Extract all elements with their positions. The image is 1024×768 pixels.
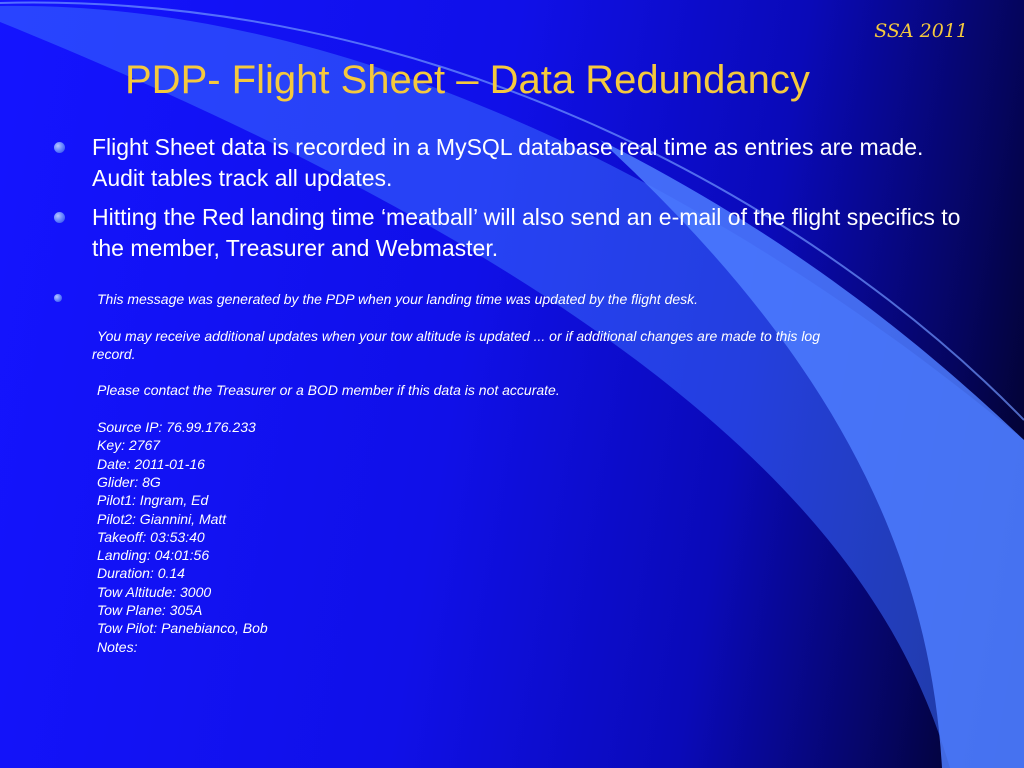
conference-tag: SSA 2011 (874, 20, 968, 42)
email-message (52, 290, 1002, 656)
email-field: Key: 2767 (97, 437, 161, 454)
email-intro: This message was generated by the PDP when your landing time was updated by the flight desk. (97, 291, 699, 307)
slide-title: PDP- Flight Sheet – Data Redundancy (125, 58, 810, 102)
bullet-item (52, 132, 972, 194)
bullet-list (52, 132, 972, 272)
email-updates-line: You may receive additional updates when your tow altitude is updated ... or if additional changes are made to this log (97, 327, 821, 344)
email-field: Date: 2011-01-16 (97, 455, 205, 472)
email-field: Glider: 8G (97, 473, 161, 490)
bullet-dot-icon (54, 212, 65, 223)
email-field: Tow Plane: 305A (97, 602, 203, 619)
bullet-text: Hitting the Red landing time ‘meatball’ will also send an e-mail of the flight specifics to the member, Treasurer and Webmaster. (92, 204, 961, 261)
email-field: Pilot1: Ingram, Ed (97, 492, 209, 509)
email-field: Tow Altitude: 3000 (97, 583, 212, 600)
email-field: Duration: 0.14 (97, 565, 185, 582)
email-field: Pilot2: Giannini, Matt (97, 510, 227, 527)
email-updates-line-continued: record. (92, 345, 136, 362)
email-field: Landing: 04:01:56 (97, 547, 210, 564)
bullet-text: Flight Sheet data is recorded in a MySQL database real time as entries are made. Audit tables track all updates. (92, 134, 924, 191)
bullet-item (52, 202, 972, 264)
email-field: Tow Pilot: Panebianco, Bob (97, 620, 268, 637)
email-field: Takeoff: 03:53:40 (97, 528, 205, 545)
email-body (52, 290, 1002, 656)
bullet-dot-icon (54, 142, 65, 153)
email-field: Notes: (97, 638, 138, 655)
email-contact: Please contact the Treasurer or a BOD member if this data is not accurate. (97, 382, 560, 399)
bullet-dot-icon (54, 294, 62, 302)
email-field: Source IP: 76.99.176.233 (97, 419, 256, 436)
